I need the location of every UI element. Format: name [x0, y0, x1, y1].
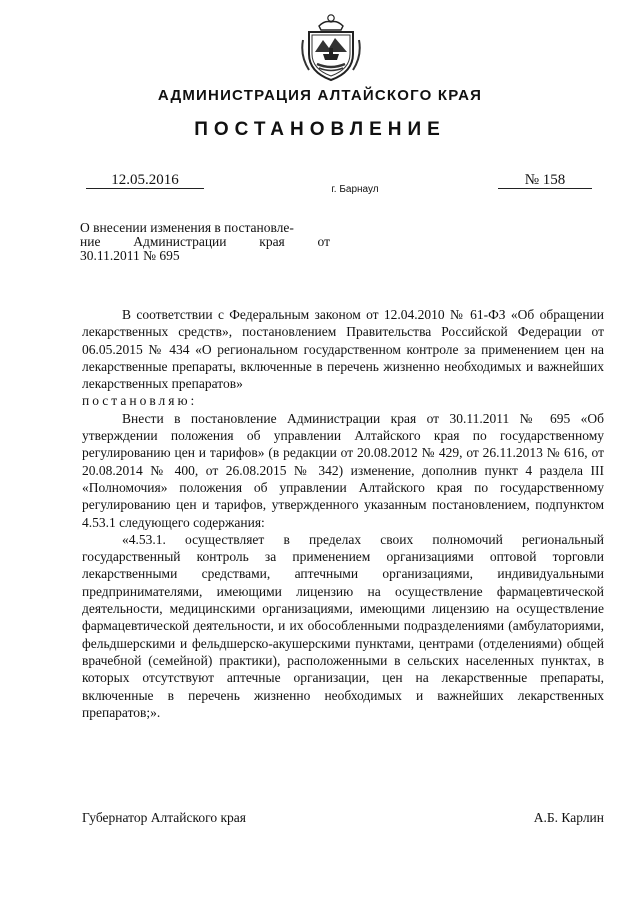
resolve-word: постановляю: — [82, 393, 198, 409]
signatory-position: Губернатор Алтайского края — [82, 810, 246, 825]
document-body — [82, 306, 604, 721]
subject-line: 30.11.2011 № 695 — [80, 248, 180, 263]
amendment-paragraph: Внести в постановление Администрации края от 30.11.2011 № 695 «Об утверждении положения об управлении Алтайского края по государственному регулированию цен и тарифов» (в редакции от 20.08.2012 № 429, от 26.11.2013 № 616, от 20.08.2014 № 400, от 26.08.2015 № 342) изменение, дополнив пункт 4 раздела III «Полномочия» положения об управлении Алтайского края по государственному регулированию цен и тарифов, утвержденного указанным постановлением, подпунктом 4.53.1 следующего содержания: — [82, 410, 604, 530]
signature-block — [82, 810, 604, 826]
subject-line: О внесении изменения в постановле- — [80, 220, 294, 235]
document-number: № 158 — [498, 172, 592, 189]
document-type-title: ПОСТАНОВЛЕНИЕ — [194, 119, 446, 140]
coat-of-arms-emblem-icon — [299, 10, 363, 82]
subject-line: ние Администрации края от — [80, 234, 330, 249]
subject-heading — [80, 221, 330, 263]
organization-title: АДМИНИСТРАЦИЯ АЛТАЙСКОГО КРАЯ — [157, 87, 483, 104]
city-label: г. Барнаул — [331, 184, 379, 195]
subclause-paragraph: «4.53.1. осуществляет в пределах своих полномочий региональный государственный контроль за применением организациями оптовой торговли лекарственными средствами, аптечными организациями, индивидуальными предпринимателями, имеющими лицензию на осуществление фармацевтической деятельности, медицинскими организациями, имеющими лицензию на осуществление фармацевтической деятельности, и их обособленными подразделениями (амбулаториями, фельдшерскими и фельдшерско-акушерскими пунктами, центрами (отделениями) общей врачебной (семейной) практики), расположенными в сельских населенных пунктах, в которых отсутствуют аптечные организации, цен на лекарственные препараты, включенные в перечень жизненно необходимых и важнейших лекарственных препаратов;». — [82, 531, 604, 720]
document-date: 12.05.2016 — [86, 172, 204, 189]
signatory-name: А.Б. Карлин — [533, 810, 604, 825]
preamble-paragraph: В соответствии с Федеральным законом от 12.04.2010 № 61-ФЗ «Об обращении лекарственных средств», постановлением Правительства Российской Федерации от 06.05.2015 № 434 «О региональном государственном контроле за применением цен на лекарственные препараты, включенные в перечень жизненно необходимых и важнейших лекарственных препаратов» — [82, 307, 604, 392]
